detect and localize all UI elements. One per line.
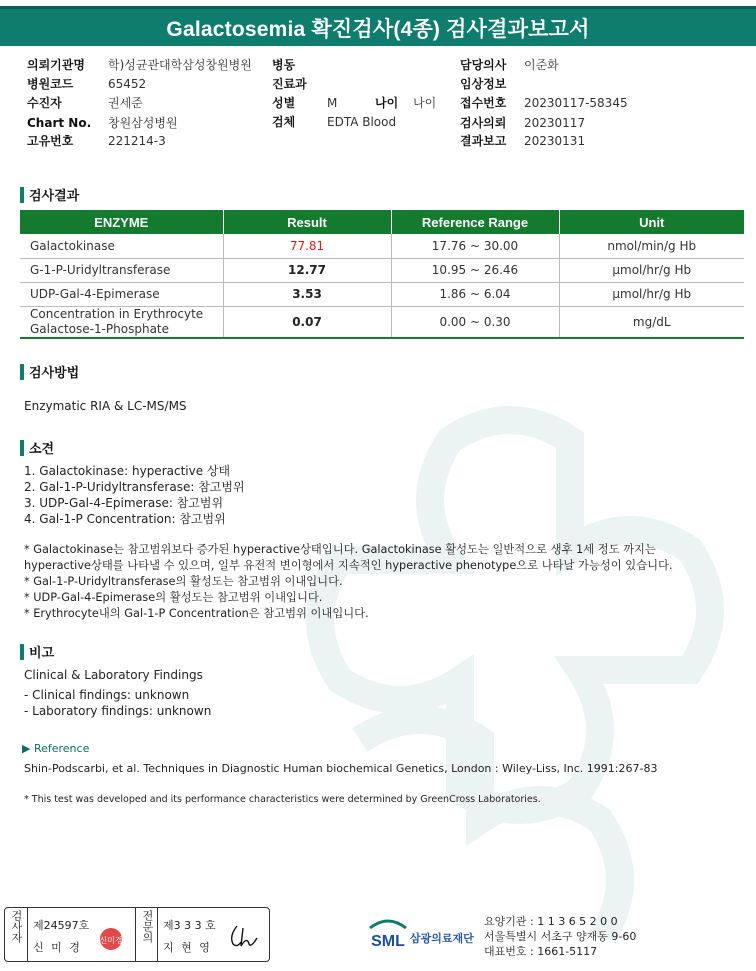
- cell-unit: μmol/hr/g Hb: [559, 282, 744, 306]
- findings-item: 4. Gal-1-P Concentration: 참고범위: [24, 512, 226, 526]
- findings-item: 2. Gal-1-P-Uridyltransferase: 참고범위: [24, 480, 245, 494]
- value-chart-no: 창원삼성병원: [108, 116, 178, 130]
- value-patient-name: 권세준: [108, 96, 143, 110]
- findings-note: hyperactive상태를 나타낼 수 있으며, 일부 유전적 변이형에서 지속적인 hyperactive phenotype으로 나타날 가능성이 있습니다.: [24, 559, 673, 572]
- col-header-unit: Unit: [559, 210, 744, 234]
- seal-text: 신미경: [99, 936, 123, 945]
- sml-logo: [366, 914, 474, 954]
- label-age: 나이: [375, 96, 399, 110]
- value-receipt-no: 20230117-58345: [524, 96, 628, 110]
- section-marker: [20, 644, 24, 660]
- signature-icon: [227, 922, 261, 950]
- label-chart-no: Chart No.: [27, 116, 92, 130]
- section-remarks-heading: [20, 642, 54, 661]
- cell-enzyme: Galactokinase: [20, 234, 223, 258]
- remarks-item: - Laboratory findings: unknown: [24, 704, 212, 718]
- tester-name: 신 미 경: [33, 941, 82, 954]
- reference-label: ▶ Reference: [22, 742, 90, 755]
- value-age: 나이: [413, 96, 437, 110]
- org-phone: 대표번호 : 1661-5117: [484, 945, 598, 958]
- value-sex: M: [327, 96, 338, 110]
- results-table: [20, 210, 744, 339]
- label-specimen: 검체: [272, 115, 296, 129]
- divider: [27, 908, 28, 961]
- cell-result: 12.77: [223, 258, 391, 282]
- report-title: Galactosemia 확진검사(4종) 검사결과보고서: [166, 17, 590, 41]
- doctor-license-no: 제3 3 3 호: [163, 919, 216, 932]
- cell-unit: mg/dL: [559, 306, 744, 338]
- findings-item: 1. Galactokinase: hyperactive 상태: [24, 464, 231, 478]
- table-row: [20, 306, 744, 338]
- label-receipt-no: 접수번호: [460, 96, 507, 110]
- col-header-result: Result: [223, 210, 391, 234]
- doctor-label-text: 전문의: [141, 910, 154, 943]
- cell-enzyme: G-1-P-Uridyltransferase: [20, 258, 223, 282]
- cell-enzyme: UDP-Gal-4-Epimerase: [20, 282, 223, 306]
- org-info: [484, 914, 636, 959]
- label-sex: 성별: [272, 96, 296, 110]
- label-ward: 병동: [272, 58, 296, 72]
- label-clinical-info: 임상정보: [460, 77, 507, 91]
- section-results-heading: [20, 185, 79, 204]
- tester-license-no: 제24597호: [33, 919, 90, 932]
- disclaimer-text: * This test was developed and its performance characteristics were determined by GreenCross Laboratories.: [24, 794, 541, 805]
- value-hospital-code: 65452: [108, 77, 147, 91]
- section-method-heading: [20, 362, 79, 381]
- report-title-bar: [0, 6, 756, 46]
- label-patient-name: 수진자: [27, 96, 62, 110]
- org-code: 요양기관 : 1 1 3 6 5 2 0 0: [484, 915, 618, 928]
- label-requesting-institution: 의뢰기관명: [27, 58, 85, 72]
- tester-label: [8, 910, 22, 948]
- sml-logo-text: SML: [371, 933, 405, 950]
- label-report-date: 결과보고: [460, 134, 507, 148]
- doctor-name: 지 현 영: [163, 941, 212, 954]
- value-specimen: EDTA Blood: [327, 115, 397, 129]
- value-physician: 이준화: [524, 58, 559, 72]
- remarks-item: - Clinical findings: unknown: [24, 688, 190, 702]
- cell-result: 0.07: [223, 306, 391, 338]
- label-department: 진료과: [272, 77, 307, 91]
- cell-result: 77.81: [223, 234, 391, 258]
- value-request-date: 20230117: [524, 116, 586, 130]
- cell-range: 10.95 ~ 26.46: [391, 258, 559, 282]
- label-unique-no: 고유번호: [27, 134, 74, 148]
- section-method-title: 검사방법: [29, 366, 80, 381]
- divider: [135, 908, 136, 961]
- cell-result: 3.53: [223, 282, 391, 306]
- doctor-label: [139, 910, 153, 948]
- value-requesting-institution: 학)성균관대학삼성창원병원: [108, 58, 252, 72]
- cell-enzyme: [20, 306, 223, 338]
- cell-range: 1.86 ~ 6.04: [391, 282, 559, 306]
- label-physician: 담당의사: [460, 58, 507, 72]
- table-row: [20, 282, 744, 306]
- tester-label-text: 검사자: [10, 910, 23, 943]
- table-row: [20, 234, 744, 258]
- col-header-range: Reference Range: [391, 210, 559, 234]
- table-header-row: [20, 210, 744, 234]
- section-results-title: 검사결과: [29, 189, 80, 204]
- seal-icon: [98, 926, 124, 952]
- section-marker: [20, 364, 24, 380]
- section-findings-title: 소견: [29, 442, 55, 457]
- findings-item: 3. UDP-Gal-4-Epimerase: 참고범위: [24, 496, 224, 510]
- section-remarks-title: 비고: [29, 646, 55, 661]
- findings-note: * Erythrocyte내의 Gal-1-P Concentration은 참고범위 이내입니다.: [24, 607, 369, 620]
- divider: [157, 908, 158, 961]
- label-hospital-code: 병원코드: [27, 77, 74, 91]
- table-row: [20, 258, 744, 282]
- signature-box: [4, 907, 270, 962]
- reference-text: Shin-Podscarbi, et al. Techniques in Diagnostic Human biochemical Genetics, London : Wiley-Liss, Inc. 1991:267-83: [24, 762, 658, 775]
- findings-note: * Galactokinase는 참고범위보다 증가된 hyperactive상태입니다. Galactokinase 활성도는 일반적으로 생후 1세 정도 까지는: [24, 543, 656, 556]
- cell-enzyme-line2: Galactose-1-Phosphate: [30, 321, 170, 336]
- remarks-title: Clinical & Laboratory Findings: [24, 668, 203, 682]
- section-marker: [20, 187, 24, 203]
- section-marker: [20, 440, 24, 456]
- cell-unit: μmol/hr/g Hb: [559, 258, 744, 282]
- watermark-cross-icon: [300, 380, 756, 940]
- org-address: 서울특별시 서초구 양재동 9-60: [484, 930, 637, 943]
- findings-note: * UDP-Gal-4-Epimerase의 활성도는 참고범위 이내입니다.: [24, 591, 323, 604]
- cell-range: 0.00 ~ 0.30: [391, 306, 559, 338]
- label-request-date: 검사의뢰: [460, 116, 507, 130]
- sml-logo-icon: [366, 914, 410, 950]
- findings-note: * Gal-1-P-Uridyltransferase의 활성도는 참고범위 이내입니다.: [24, 575, 343, 588]
- cell-range: 17.76 ~ 30.00: [391, 234, 559, 258]
- org-name: 삼광의료재단: [410, 932, 474, 945]
- cell-enzyme-line1: Concentration in Erythrocyte: [30, 306, 204, 321]
- method-text: Enzymatic RIA & LC-MS/MS: [24, 399, 187, 413]
- section-findings-heading: [20, 438, 54, 457]
- col-header-enzyme: ENZYME: [20, 210, 223, 234]
- cell-unit: nmol/min/g Hb: [559, 234, 744, 258]
- value-unique-no: 221214-3: [108, 134, 166, 148]
- value-report-date: 20230131: [524, 134, 586, 148]
